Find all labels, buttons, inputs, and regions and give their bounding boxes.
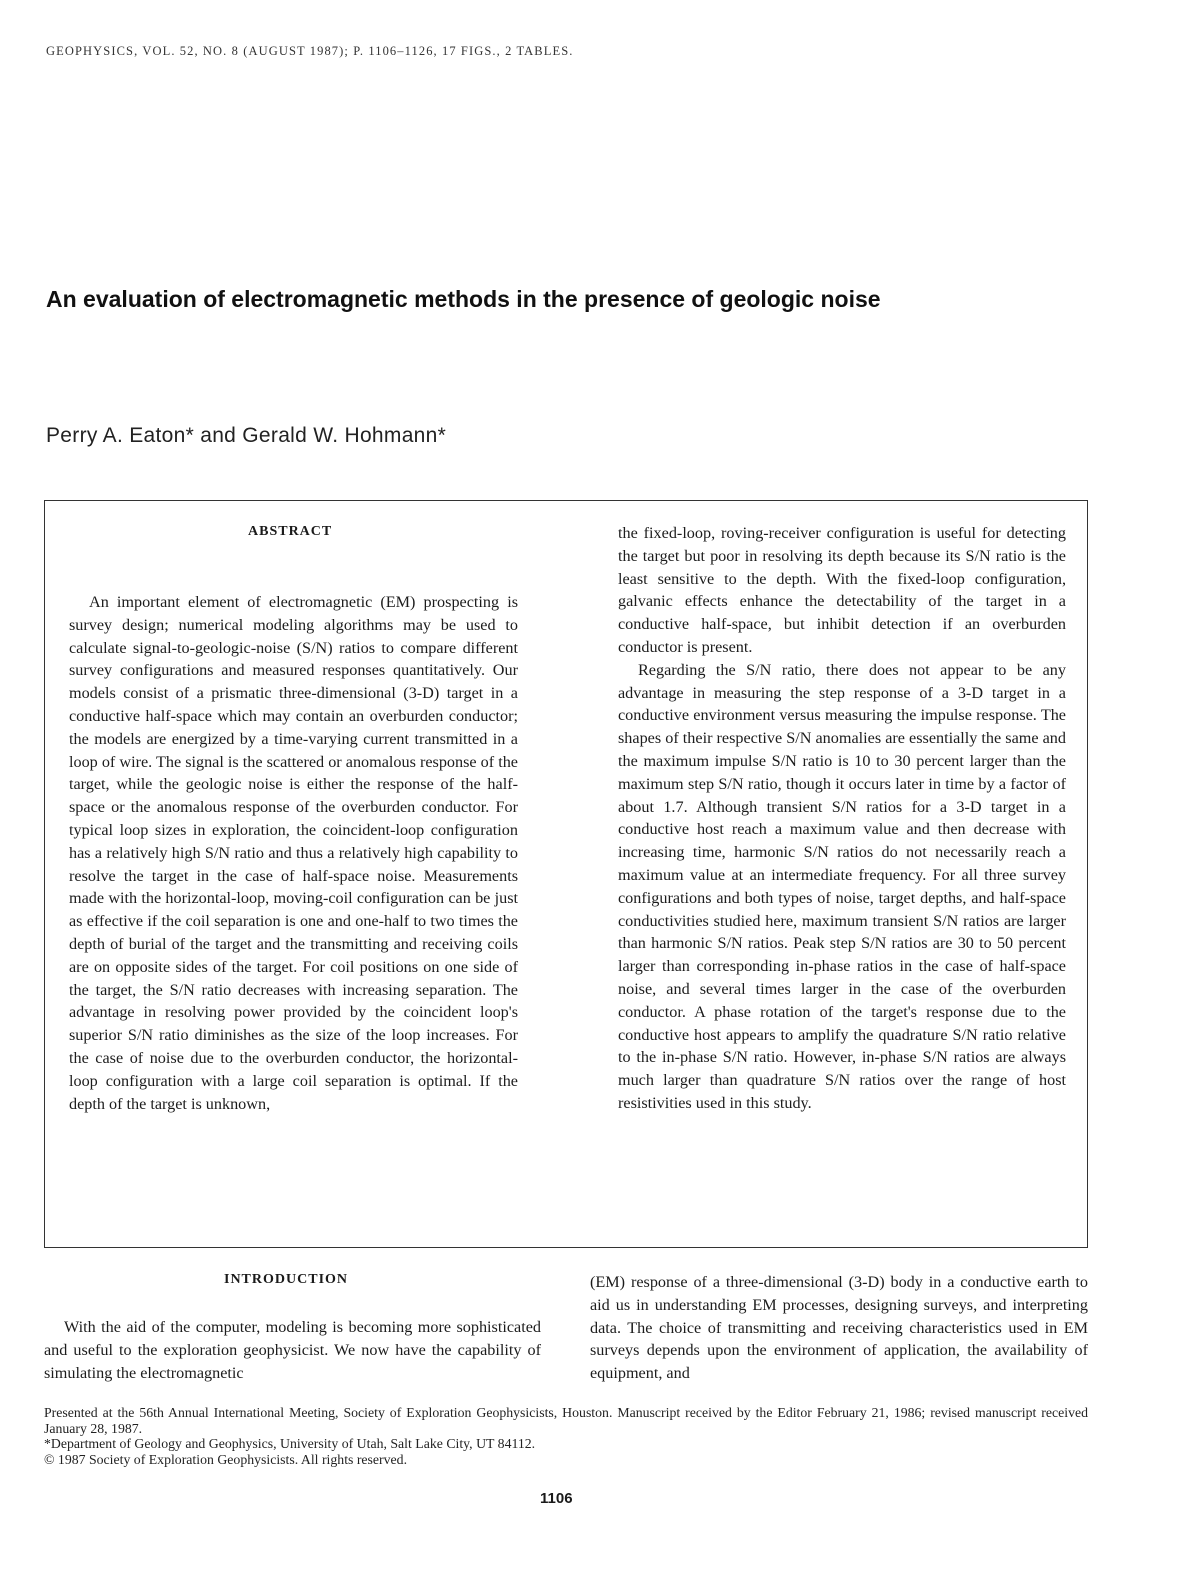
introduction-heading: INTRODUCTION	[224, 1272, 349, 1287]
abstract-left-column	[69, 591, 518, 1115]
footnote-presented: Presented at the 56th Annual International Meeting, Society of Exploration Geophysicists, Houston. Manuscript received by the Editor February 21, 1986; revised manuscript received January 28, 1987.	[44, 1405, 1088, 1436]
abstract-paragraph: Regarding the S/N ratio, there does not appear to be any advantage in measuring the step response of a 3-D target in a conductive environment versus measuring the impulse response. The shapes of their respective S/N anomalies are essentially the same and the maximum impulse S/N ratio is 10 to 30 percent larger than the maximum step S/N ratio, though it occurs later in time by a factor of about 1.7. Although transient S/N ratios for a 3-D target in a conductive host reach a maximum value and then decrease with increasing time, harmonic S/N ratios do not necessarily reach a maximum value at an intermediate frequency. For all three survey configurations and both types of noise, target depths, and half-space conductivities studied here, maximum transient S/N ratios are larger than harmonic S/N ratios. Peak step S/N ratios are 30 to 50 percent larger than corresponding in-phase ratios in the case of half-space noise, and several times larger in the case of the overburden conductor. A phase rotation of the target's response due to the conductive host appears to amplify the quadrature S/N ratio relative to the in-phase S/N ratio. However, in-phase S/N ratios are always much larger than quadrature S/N ratios over the range of host resistivities used in this study.	[618, 660, 1066, 1112]
abstract-right-column	[618, 522, 1066, 1115]
footnotes	[44, 1405, 1088, 1467]
introduction-left-column	[44, 1316, 541, 1384]
paper-title: An evaluation of electromagnetic methods in the presence of geologic noise	[46, 286, 881, 312]
abstract-paragraph: An important element of electromagnetic (EM) prospecting is survey design; numerical modeling algorithms may be used to calculate signal-to-geologic-noise (S/N) ratios to compare different survey configurations and measured responses quantitatively. Our models consist of a prismatic three-dimensional (3-D) target in a conductive half-space which may contain an overburden conductor; the models are energized by a time-varying current transmitted in a loop of wire. The signal is the scattered or anomalous response of the target, while the geologic noise is either the response of the half-space or the anomalous response of the overburden conductor. For typical loop sizes in exploration, the coincident-loop configuration has a relatively high S/N ratio and thus a relatively high capability to resolve the target in the case of half-space noise. Measurements made with the horizontal-loop, moving-coil configuration can be just as effective if the coil separation is one and one-half to two times the depth of burial of the target and the transmitting and receiving coils are on opposite sides of the target. For coil positions on one side of the target, the S/N ratio decreases with increasing separation. The advantage in resolving power provided by the coincident loop's superior S/N ratio diminishes as the size of the loop increases. For the case of noise due to the overburden conductor, the horizontal-loop configuration with a large coil separation is optimal. If the depth of the target is unknown,	[69, 593, 518, 1113]
footnote-affiliation: *Department of Geology and Geophysics, University of Utah, Salt Lake City, UT 84112.	[44, 1436, 536, 1451]
introduction-right-column	[590, 1271, 1088, 1385]
body-paragraph: (EM) response of a three-dimensional (3-D) body in a conductive earth to aid us in understanding EM processes, designing surveys, and interpreting data. The choice of transmitting and receiving characteristics used in EM surveys depends upon the environment of application, the availability of equipment, and	[590, 1273, 1088, 1383]
abstract-paragraph: the fixed-loop, roving-receiver configuration is useful for detecting the target but poor in resolving its depth because its S/N ratio is the least sensitive to the depth. With the fixed-loop configuration, galvanic effects enhance the detectability of the target in a conductive half-space, but inhibit detection if an overburden conductor is present.	[618, 524, 1066, 656]
body-paragraph: With the aid of the computer, modeling is becoming more sophisticated and useful to the exploration geophysicist. We now have the capability of simulating the electromagnetic	[44, 1318, 541, 1382]
page-number: 1106	[540, 1490, 573, 1507]
footnote-copyright: © 1987 Society of Exploration Geophysicists. All rights reserved.	[44, 1451, 408, 1467]
journal-header: GEOPHYSICS, VOL. 52, NO. 8 (AUGUST 1987); P. 1106–1126, 17 FIGS., 2 TABLES.	[46, 44, 574, 58]
abstract-heading: ABSTRACT	[248, 524, 333, 539]
author-line: Perry A. Eaton* and Gerald W. Hohmann*	[46, 424, 447, 447]
